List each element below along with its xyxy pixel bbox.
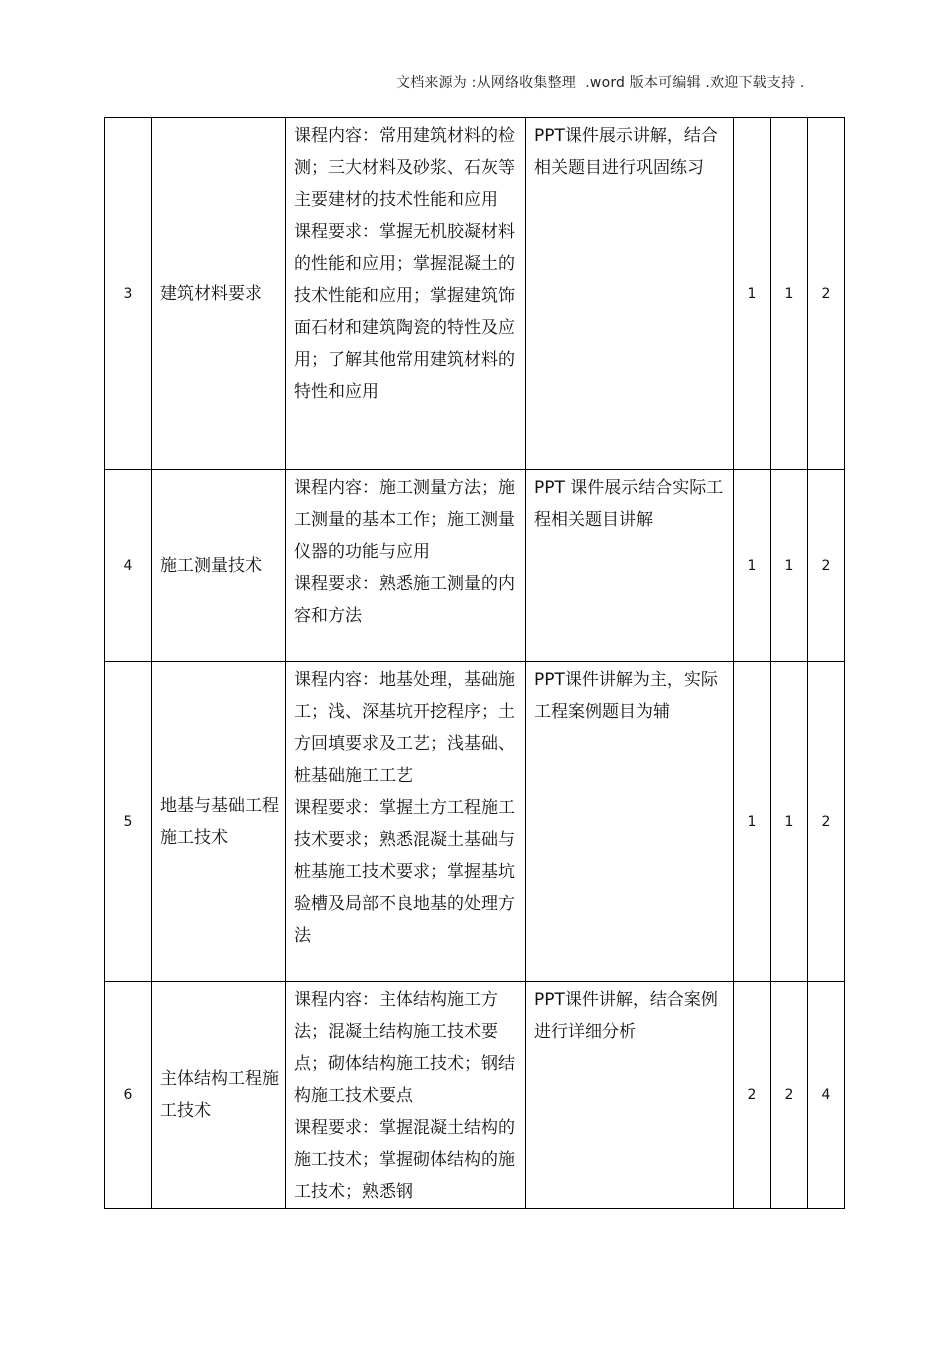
row-number: 5 [105, 662, 152, 982]
course-content-text: 课程内容：施工测量方法；施工测量的基本工作；施工测量仪器的功能与应用 课程要求：熟悉施工测量的内容和方法 [294, 478, 515, 626]
page-header-note: 文档来源为 :从网络收集整理 .word 版本可编辑 .欢迎下载支持 . [396, 75, 805, 91]
course-topic: 地基与基础工程施工技术 [152, 662, 286, 982]
table-row [105, 470, 845, 662]
table-row [105, 662, 845, 982]
row-number: 6 [105, 982, 152, 1209]
course-content [286, 982, 526, 1209]
course-topic: 建筑材料要求 [152, 118, 286, 470]
hours-col-1: 2 [734, 982, 771, 1209]
teaching-method: PPT课件讲解为主，实际工程案例题目为辅 [526, 662, 734, 982]
teaching-method: PPT课件讲解，结合案例进行详细分析 [526, 982, 734, 1209]
course-topic: 主体结构工程施工技术 [152, 982, 286, 1209]
course-content-text: 课程内容：地基处理，基础施工；浅、深基坑开挖程序；土方回填要求及工艺；浅基础、桩基础施工工艺 课程要求：掌握土方工程施工技术要求；熟悉混凝土基础与桩基施工技术要求；掌握基坑验槽及局部不良地基的处理方法 [294, 670, 515, 946]
table-row [105, 982, 845, 1209]
hours-col-2: 2 [771, 982, 808, 1209]
row-number: 4 [105, 470, 152, 662]
table-row [105, 118, 845, 470]
hours-total: 4 [808, 982, 845, 1209]
course-content [286, 118, 526, 470]
hours-col-1: 1 [734, 662, 771, 982]
hours-col-1: 1 [734, 118, 771, 470]
hours-col-2: 1 [771, 470, 808, 662]
hours-col-1: 1 [734, 470, 771, 662]
course-content [286, 662, 526, 982]
hours-total: 2 [808, 662, 845, 982]
teaching-method: PPT课件展示讲解，结合相关题目进行巩固练习 [526, 118, 734, 470]
hours-total: 2 [808, 470, 845, 662]
hours-total: 2 [808, 118, 845, 470]
course-content-text: 课程内容：常用建筑材料的检测；三大材料及砂浆、石灰等主要建材的技术性能和应用 课程要求：掌握无机胶凝材料的性能和应用；掌握混凝土的技术性能和应用；掌握建筑饰面石材和建筑陶瓷的特性及应用；了解其他常用建筑材料的特性和应用 [294, 126, 515, 402]
hours-col-2: 1 [771, 118, 808, 470]
course-table [104, 117, 845, 1209]
teaching-method: PPT 课件展示结合实际工程相关题目讲解 [526, 470, 734, 662]
course-content [286, 470, 526, 662]
course-topic: 施工测量技术 [152, 470, 286, 662]
row-number: 3 [105, 118, 152, 470]
course-content-text: 课程内容：主体结构施工方法；混凝土结构施工技术要点；砌体结构施工技术；钢结构施工技术要点 课程要求：掌握混凝土结构的施工技术；掌握砌体结构的施工技术；熟悉钢 [294, 990, 515, 1202]
hours-col-2: 1 [771, 662, 808, 982]
